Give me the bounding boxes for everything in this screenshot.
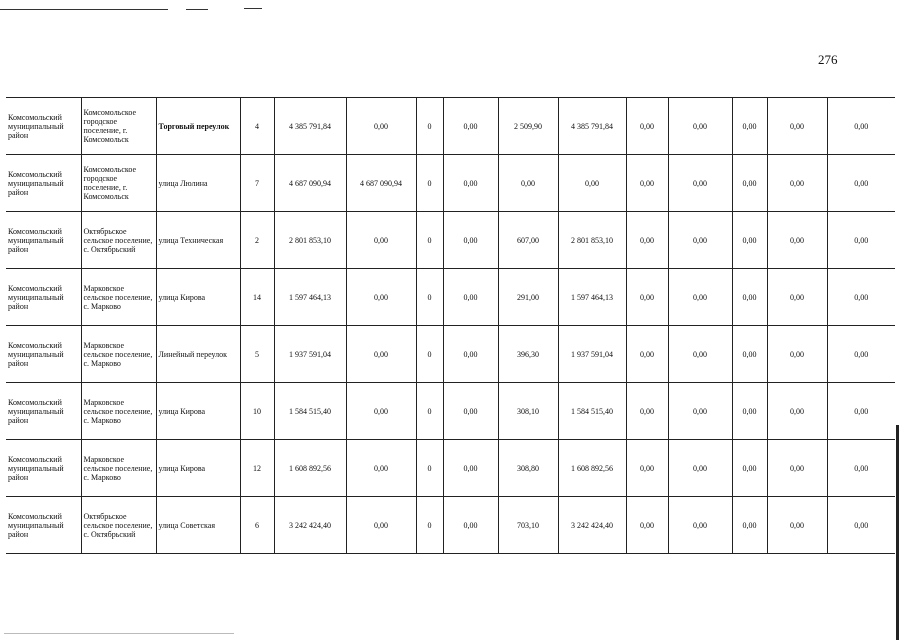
cost-column-3-cell: 0,00 <box>443 440 498 497</box>
houses-count-cell: 5 <box>240 326 274 383</box>
cost-column-6-cell: 0,00 <box>668 326 732 383</box>
district-cell: Комсомольский муниципальный район <box>6 383 81 440</box>
cost-column-9-cell: 0,00 <box>827 497 895 554</box>
cost-column-9-cell: 0,00 <box>827 269 895 326</box>
table-row <box>6 497 895 554</box>
cost-column-9-cell: 0,00 <box>827 326 895 383</box>
count-column-cell: 0 <box>416 383 443 440</box>
cost-column-8-cell: 0,00 <box>767 383 827 440</box>
cost-column-8-cell: 0,00 <box>767 98 827 155</box>
count-column-cell: 0 <box>416 98 443 155</box>
page-number: 276 <box>818 52 838 67</box>
settlement-cell: Октябрьское сельское поселение, с. Октябрьский <box>81 212 156 269</box>
district-cell: Комсомольский муниципальный район <box>6 212 81 269</box>
scan-edge-right <box>896 425 899 640</box>
cost-column-8-cell: 0,00 <box>767 155 827 212</box>
cost-column-6-cell: 0,00 <box>668 383 732 440</box>
cost-column-7-cell: 0,00 <box>732 98 767 155</box>
cost-column-5-cell: 0,00 <box>626 269 668 326</box>
cost-column-8-cell: 0,00 <box>767 326 827 383</box>
cost-column-6-cell: 0,00 <box>668 98 732 155</box>
cost-column-1-cell: 0,00 <box>346 497 416 554</box>
cost-column-1-cell: 0,00 <box>346 326 416 383</box>
cost-column-5-cell: 0,00 <box>626 326 668 383</box>
area-cell: 308,80 <box>498 440 558 497</box>
cost-column-6-cell: 0,00 <box>668 155 732 212</box>
cost-column-4-cell: 1 584 515,40 <box>558 383 626 440</box>
street-cell: Линейный переулок <box>156 326 240 383</box>
table-row <box>6 269 895 326</box>
settlement-cell: Марковское сельское поселение, с. Марково <box>81 383 156 440</box>
total-cost-cell: 1 937 591,04 <box>274 326 346 383</box>
count-column-cell: 0 <box>416 326 443 383</box>
cost-column-8-cell: 0,00 <box>767 440 827 497</box>
cost-column-8-cell: 0,00 <box>767 269 827 326</box>
cost-column-7-cell: 0,00 <box>732 440 767 497</box>
area-cell: 2 509,90 <box>498 98 558 155</box>
cost-column-5-cell: 0,00 <box>626 440 668 497</box>
cost-column-7-cell: 0,00 <box>732 212 767 269</box>
cost-column-4-cell: 0,00 <box>558 155 626 212</box>
street-cell: улица Кирова <box>156 383 240 440</box>
cost-column-1-cell: 0,00 <box>346 269 416 326</box>
district-cell: Комсомольский муниципальный район <box>6 155 81 212</box>
cost-column-4-cell: 3 242 424,40 <box>558 497 626 554</box>
cost-column-7-cell: 0,00 <box>732 383 767 440</box>
cost-column-1-cell: 0,00 <box>346 98 416 155</box>
area-cell: 396,30 <box>498 326 558 383</box>
cost-column-4-cell: 1 608 892,56 <box>558 440 626 497</box>
total-cost-cell: 1 584 515,40 <box>274 383 346 440</box>
cost-column-4-cell: 2 801 853,10 <box>558 212 626 269</box>
settlement-cell: Октябрьское сельское поселение, с. Октябрьский <box>81 497 156 554</box>
cost-column-7-cell: 0,00 <box>732 155 767 212</box>
houses-count-cell: 14 <box>240 269 274 326</box>
cost-column-6-cell: 0,00 <box>668 497 732 554</box>
scan-line-bottom <box>4 633 234 634</box>
cost-column-6-cell: 0,00 <box>668 212 732 269</box>
cost-column-3-cell: 0,00 <box>443 155 498 212</box>
cost-column-9-cell: 0,00 <box>827 212 895 269</box>
table-row <box>6 212 895 269</box>
scan-line-top-2 <box>186 9 208 10</box>
data-table <box>6 97 895 554</box>
count-column-cell: 0 <box>416 497 443 554</box>
cost-column-7-cell: 0,00 <box>732 497 767 554</box>
district-cell: Комсомольский муниципальный район <box>6 497 81 554</box>
settlement-cell: Марковское сельское поселение, с. Марково <box>81 269 156 326</box>
scan-line-top-1 <box>0 9 168 10</box>
total-cost-cell: 4 385 791,84 <box>274 98 346 155</box>
district-cell: Комсомольский муниципальный район <box>6 98 81 155</box>
street-cell: Торговый переулок <box>156 98 240 155</box>
table-row <box>6 383 895 440</box>
count-column-cell: 0 <box>416 212 443 269</box>
count-column-cell: 0 <box>416 155 443 212</box>
cost-column-7-cell: 0,00 <box>732 269 767 326</box>
total-cost-cell: 1 608 892,56 <box>274 440 346 497</box>
cost-column-6-cell: 0,00 <box>668 440 732 497</box>
street-cell: улица Советская <box>156 497 240 554</box>
district-cell: Комсомольский муниципальный район <box>6 440 81 497</box>
area-cell: 291,00 <box>498 269 558 326</box>
cost-column-4-cell: 4 385 791,84 <box>558 98 626 155</box>
cost-column-8-cell: 0,00 <box>767 212 827 269</box>
cost-column-9-cell: 0,00 <box>827 383 895 440</box>
cost-column-9-cell: 0,00 <box>827 440 895 497</box>
cost-column-3-cell: 0,00 <box>443 497 498 554</box>
houses-count-cell: 2 <box>240 212 274 269</box>
district-cell: Комсомольский муниципальный район <box>6 326 81 383</box>
cost-column-1-cell: 0,00 <box>346 383 416 440</box>
street-cell: улица Техническая <box>156 212 240 269</box>
cost-column-7-cell: 0,00 <box>732 326 767 383</box>
cost-column-5-cell: 0,00 <box>626 497 668 554</box>
street-cell: улица Люлина <box>156 155 240 212</box>
area-cell: 308,10 <box>498 383 558 440</box>
cost-column-3-cell: 0,00 <box>443 98 498 155</box>
cost-column-5-cell: 0,00 <box>626 155 668 212</box>
count-column-cell: 0 <box>416 440 443 497</box>
settlement-cell: Комсомольское городское поселение, г. Комсомольск <box>81 155 156 212</box>
total-cost-cell: 4 687 090,94 <box>274 155 346 212</box>
cost-column-5-cell: 0,00 <box>626 383 668 440</box>
count-column-cell: 0 <box>416 269 443 326</box>
cost-column-1-cell: 0,00 <box>346 212 416 269</box>
cost-column-4-cell: 1 597 464,13 <box>558 269 626 326</box>
area-cell: 703,10 <box>498 497 558 554</box>
houses-count-cell: 12 <box>240 440 274 497</box>
cost-column-6-cell: 0,00 <box>668 269 732 326</box>
street-cell: улица Кирова <box>156 269 240 326</box>
table-row <box>6 326 895 383</box>
cost-column-5-cell: 0,00 <box>626 212 668 269</box>
cost-column-5-cell: 0,00 <box>626 98 668 155</box>
district-cell: Комсомольский муниципальный район <box>6 269 81 326</box>
settlement-cell: Комсомольское городское поселение, г. Комсомольск <box>81 98 156 155</box>
area-cell: 0,00 <box>498 155 558 212</box>
houses-count-cell: 6 <box>240 497 274 554</box>
table-row <box>6 155 895 212</box>
houses-count-cell: 10 <box>240 383 274 440</box>
total-cost-cell: 1 597 464,13 <box>274 269 346 326</box>
settlement-cell: Марковское сельское поселение, с. Марково <box>81 326 156 383</box>
houses-count-cell: 4 <box>240 98 274 155</box>
cost-column-3-cell: 0,00 <box>443 383 498 440</box>
scan-line-top-3 <box>244 8 262 9</box>
area-cell: 607,00 <box>498 212 558 269</box>
total-cost-cell: 3 242 424,40 <box>274 497 346 554</box>
table-row <box>6 440 895 497</box>
cost-column-4-cell: 1 937 591,04 <box>558 326 626 383</box>
cost-column-9-cell: 0,00 <box>827 98 895 155</box>
cost-column-3-cell: 0,00 <box>443 326 498 383</box>
cost-column-3-cell: 0,00 <box>443 269 498 326</box>
houses-count-cell: 7 <box>240 155 274 212</box>
total-cost-cell: 2 801 853,10 <box>274 212 346 269</box>
cost-column-3-cell: 0,00 <box>443 212 498 269</box>
cost-column-8-cell: 0,00 <box>767 497 827 554</box>
cost-column-1-cell: 4 687 090,94 <box>346 155 416 212</box>
table-row <box>6 98 895 155</box>
cost-column-9-cell: 0,00 <box>827 155 895 212</box>
settlement-cell: Марковское сельское поселение, с. Марково <box>81 440 156 497</box>
street-cell: улица Кирова <box>156 440 240 497</box>
cost-column-1-cell: 0,00 <box>346 440 416 497</box>
